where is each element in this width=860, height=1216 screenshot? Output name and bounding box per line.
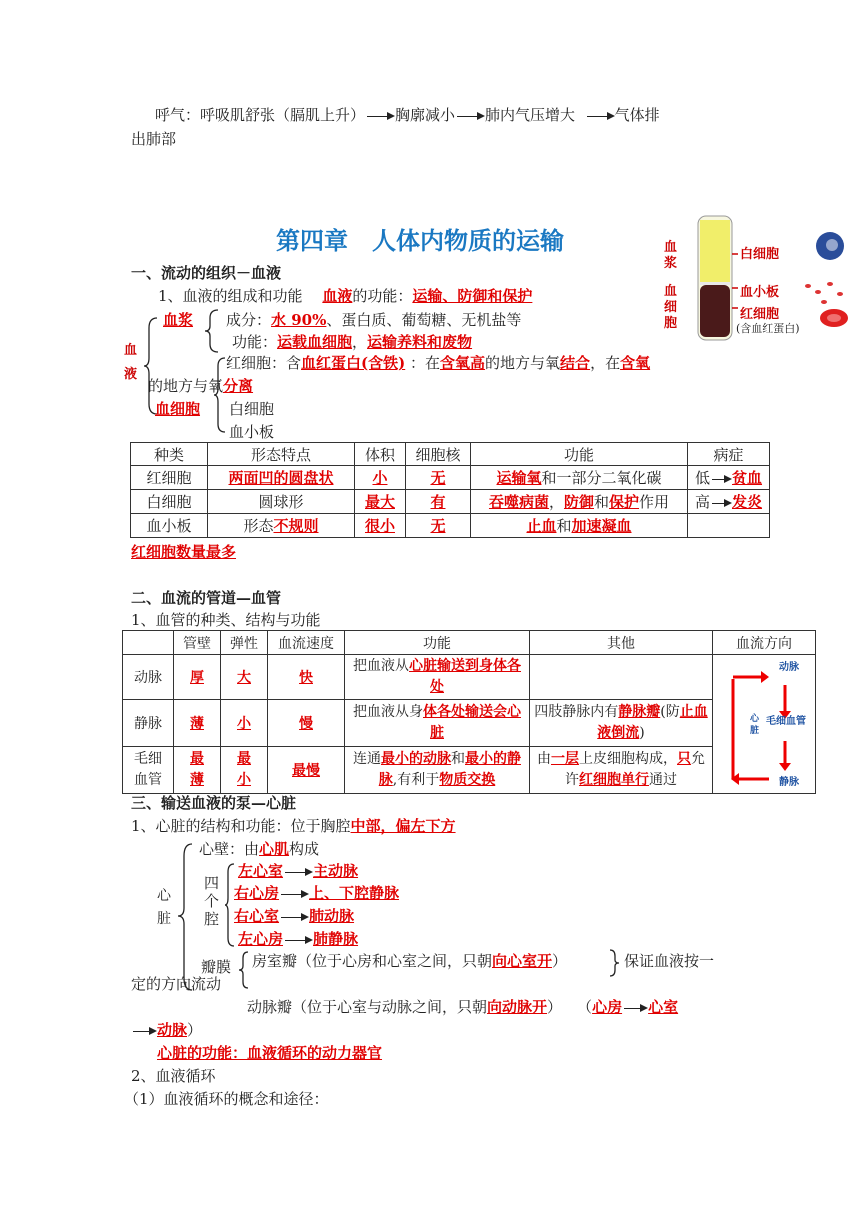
table-cell: 小 bbox=[372, 469, 388, 487]
breath-text-d: 气体排 bbox=[614, 106, 660, 124]
table-row-vein bbox=[123, 699, 816, 746]
s1-sub1-text: 1、血液的组成和功能 bbox=[158, 287, 303, 305]
s3-sub1-text: 1、心脏的结构和功能：位于胸腔 bbox=[131, 817, 351, 835]
chapter-title: 第四章 人体内物质的运输 bbox=[276, 227, 564, 255]
heart-wall-text: 心壁：由 bbox=[199, 840, 260, 858]
table-cell: 上皮细胞构成， bbox=[579, 750, 677, 767]
chamber-left-atrium: 左心房 bbox=[238, 930, 284, 948]
table-cell: 圆球形 bbox=[208, 490, 355, 514]
table-cell: 把血液从 bbox=[353, 657, 409, 674]
chamber-right-atrium: 右心房 bbox=[234, 884, 280, 902]
rbc-text-g: ，在 bbox=[590, 354, 621, 372]
brace-valves bbox=[238, 950, 250, 990]
arrow-icon bbox=[457, 116, 483, 117]
arrow-icon bbox=[281, 894, 307, 895]
flow-label-heart-2: 脏 bbox=[750, 726, 760, 736]
chamber-row-2 bbox=[234, 882, 399, 904]
flow-label-capillary: 毛细血管 bbox=[766, 716, 806, 727]
brace-heart bbox=[176, 842, 194, 992]
table-cell: 最 bbox=[190, 750, 204, 767]
four-chambers-2: 个 bbox=[204, 892, 220, 910]
brace-valves-right bbox=[608, 948, 620, 978]
table-cell: 两面凹的圆盘状 bbox=[228, 469, 334, 487]
table-header: 病症 bbox=[688, 443, 770, 466]
table-cell: 无 bbox=[430, 517, 446, 535]
vessels-table bbox=[122, 630, 816, 794]
chamber-row-4 bbox=[238, 928, 358, 950]
table-cell: (防 bbox=[660, 703, 680, 720]
table-cell: 贫血 bbox=[732, 469, 763, 487]
arrow-icon bbox=[281, 917, 307, 918]
table-header bbox=[123, 631, 174, 655]
heart-wall-suffix: 构成 bbox=[289, 840, 320, 858]
s1-sub1-func: 运输、防御和保护 bbox=[412, 287, 533, 305]
figure-label-wbc: 白细胞 bbox=[740, 247, 780, 262]
valve-av-close: ） bbox=[552, 952, 568, 970]
rbc-hemoglobin: 血红蛋白(含铁) bbox=[301, 354, 406, 372]
table-cell: 由 bbox=[537, 750, 551, 767]
table-header-row bbox=[123, 631, 816, 655]
table-cell: 静脉 bbox=[123, 699, 174, 746]
table-cell: 动脉 bbox=[123, 655, 174, 700]
valve-arterial-text: 动脉瓣（位于心室与动脉之间，只朝 bbox=[247, 998, 488, 1016]
s3-sub1-position: 中部，偏左下方 bbox=[350, 817, 456, 835]
blood-cells-label: 血细胞 bbox=[155, 400, 201, 418]
chamber-row-1 bbox=[238, 860, 358, 882]
table-row bbox=[131, 490, 770, 514]
chamber-left-ventricle: 左心室 bbox=[238, 862, 284, 880]
table-cell: 保护 bbox=[609, 493, 640, 511]
table-cell: 运输氧 bbox=[496, 469, 542, 487]
table-cell: 和 bbox=[594, 493, 610, 511]
blood-label-1: 血 bbox=[124, 343, 138, 358]
plasma-func-2: 运输养料和废物 bbox=[367, 333, 473, 351]
s2-sub1: 1、血管的种类、结构与功能 bbox=[131, 611, 321, 629]
table-cell: 毛细 bbox=[134, 750, 162, 767]
table-cell: 止血液倒流 bbox=[597, 703, 708, 741]
flow-label-artery-text: 动脉 bbox=[779, 662, 799, 673]
flow-label-heart-1: 心 bbox=[750, 714, 760, 724]
table-cell: 和 bbox=[556, 517, 572, 535]
table-cell: 一层 bbox=[551, 750, 579, 767]
flow-open-paren: （ bbox=[577, 998, 593, 1016]
table-cell: 很小 bbox=[364, 517, 395, 535]
composition-label: 成分： bbox=[226, 311, 272, 329]
breath-text-a: 呼气：呼吸肌舒张（膈肌上升） bbox=[155, 106, 366, 124]
heart-label-1: 心 bbox=[157, 888, 171, 904]
table-cell: 血管 bbox=[134, 771, 162, 788]
table-header: 种类 bbox=[131, 443, 208, 466]
breath-text-c: 肺内气压增大 bbox=[485, 106, 576, 124]
arrow-icon bbox=[285, 940, 311, 941]
table-cell: 只 bbox=[677, 750, 691, 767]
arrow-icon bbox=[624, 1008, 646, 1009]
arrow-icon bbox=[712, 479, 730, 480]
section-1-heading: 一、流动的组织－血液 bbox=[131, 264, 282, 282]
heart-label-2: 脏 bbox=[157, 911, 171, 927]
plasma-function bbox=[232, 331, 472, 353]
table-cell: 血小板 bbox=[131, 514, 208, 538]
breath-line-1 bbox=[155, 104, 660, 126]
valve-av bbox=[252, 950, 567, 972]
rbc-high-oxygen: 含氧高 bbox=[440, 354, 486, 372]
heart-function: 心脏的功能：血液循环的动力器官 bbox=[157, 1044, 383, 1062]
valve-arterial bbox=[247, 996, 678, 1018]
table-cell: 形态 bbox=[243, 517, 274, 535]
table-cell: 薄 bbox=[190, 771, 204, 788]
table-cell: 厚 bbox=[190, 669, 204, 686]
table-cell bbox=[530, 655, 713, 700]
table-cell: 发炎 bbox=[732, 493, 763, 511]
table-header: 体积 bbox=[355, 443, 406, 466]
table-header: 血流方向 bbox=[713, 631, 816, 655]
valve-purpose-2: 定的方向流动 bbox=[131, 975, 222, 993]
rbc-line-1 bbox=[226, 352, 650, 374]
wbc-label: 白细胞 bbox=[229, 400, 275, 418]
flow-close-paren: ） bbox=[187, 1021, 203, 1039]
table-cell: 物质交换 bbox=[439, 771, 496, 788]
table-cell: 有 bbox=[430, 493, 446, 511]
arrow-icon bbox=[587, 116, 613, 117]
valve-purpose-1: 保证血液按一 bbox=[624, 952, 715, 970]
arrow-icon bbox=[712, 503, 730, 504]
blood-cells-table bbox=[130, 442, 770, 538]
plasma-func-1: 运载血细胞 bbox=[277, 333, 353, 351]
table-cell: 红细胞 bbox=[131, 466, 208, 490]
rbc-text-c: ：在 bbox=[410, 354, 441, 372]
heart-wall bbox=[199, 838, 319, 860]
figure-label-rbc: 红细胞 bbox=[740, 307, 780, 322]
table-cell: 吞噬病菌 bbox=[488, 493, 549, 511]
table-cell: 红细胞单行 bbox=[579, 771, 649, 788]
table-header: 功能 bbox=[471, 443, 688, 466]
heart-muscle: 心肌 bbox=[259, 840, 290, 858]
figure-note: (含血红蛋白) bbox=[736, 322, 800, 335]
platelet-label: 血小板 bbox=[229, 423, 275, 441]
table-cell: 薄 bbox=[190, 715, 204, 732]
composition-rest: 、蛋白质、葡萄糖、无机盐等 bbox=[326, 311, 522, 329]
s1-sub1-blood: 血液 bbox=[322, 287, 353, 305]
table-cell: 连通 bbox=[353, 750, 381, 767]
table-header: 弹性 bbox=[221, 631, 268, 655]
s1-sub1 bbox=[158, 285, 532, 307]
table-cell: ) bbox=[639, 724, 645, 741]
rbc-combine: 结合 bbox=[560, 354, 591, 372]
table-cell: 白细胞 bbox=[131, 490, 208, 514]
rbc2-separate: 分离 bbox=[223, 377, 254, 395]
four-chambers-3: 腔 bbox=[204, 910, 220, 928]
table-cell: 防御 bbox=[563, 493, 594, 511]
table-cell: 允许 bbox=[565, 750, 705, 788]
table-cell: 体各处输送会心脏 bbox=[423, 703, 521, 741]
plasma-func-sep: ， bbox=[352, 333, 368, 351]
rbc-text-e: 的地方与氧 bbox=[485, 354, 561, 372]
s3-sub3: （1）血液循环的概念和途径： bbox=[124, 1090, 329, 1108]
table-cell: 慢 bbox=[299, 715, 313, 732]
valves-label: 瓣膜 bbox=[201, 958, 232, 976]
table-cell: 最小的动脉 bbox=[381, 750, 451, 767]
table-cell: 小 bbox=[237, 715, 251, 732]
rbc-text-a: 红细胞：含 bbox=[226, 354, 302, 372]
valve-av-dir: 向心室开 bbox=[492, 952, 553, 970]
s3-sub1 bbox=[131, 815, 456, 837]
vessel-pulmonary-vein: 肺静脉 bbox=[313, 930, 359, 948]
rbc-summary: 红细胞数量最多 bbox=[131, 543, 237, 561]
s3-sub2: 2、血液循环 bbox=[131, 1067, 216, 1085]
table-cell: 和一部分二氧化碳 bbox=[541, 469, 662, 487]
plasma-composition bbox=[226, 309, 521, 331]
table-cell: 和 bbox=[451, 750, 465, 767]
table-cell bbox=[688, 514, 770, 538]
table-cell: 高 bbox=[694, 493, 710, 511]
table-cell: 最小 bbox=[465, 750, 493, 767]
arrow-icon bbox=[367, 116, 393, 117]
section-3-heading: 三、输送血液的泵—心脏 bbox=[131, 794, 297, 812]
chamber-row-3 bbox=[234, 905, 354, 927]
table-header: 功能 bbox=[345, 631, 530, 655]
valve-av-text: 房室瓣（位于心房和心室之间，只朝 bbox=[252, 952, 493, 970]
chamber-right-ventricle: 右心室 bbox=[234, 907, 280, 925]
table-cell: 快 bbox=[299, 669, 313, 686]
table-cell: 静脉瓣 bbox=[618, 703, 661, 720]
table-cell: 四肢静脉内有 bbox=[534, 703, 619, 720]
table-cell: 不规则 bbox=[273, 517, 319, 535]
four-chambers-1: 四 bbox=[204, 874, 220, 892]
table-row-artery bbox=[123, 655, 816, 700]
table-cell: 通过 bbox=[649, 771, 677, 788]
figure-label-platelet: 血小板 bbox=[740, 285, 780, 300]
rbc-oxygen: 含氧 bbox=[620, 354, 651, 372]
vessel-vena-cava: 上、下腔静脉 bbox=[309, 884, 400, 902]
table-row bbox=[131, 466, 770, 490]
table-header: 其他 bbox=[530, 631, 713, 655]
arrow-icon bbox=[285, 872, 311, 873]
table-cell: 无 bbox=[430, 469, 446, 487]
valve-arterial-dir: 向动脉开 bbox=[487, 998, 548, 1016]
rbc2-text: 的地方与氧 bbox=[148, 377, 224, 395]
flow-ventricle: 心室 bbox=[648, 998, 679, 1016]
valve-arterial-close: ） bbox=[547, 998, 563, 1016]
table-cell: 加速凝血 bbox=[571, 517, 632, 535]
arrow-icon bbox=[133, 1031, 155, 1032]
table-header: 管壁 bbox=[174, 631, 221, 655]
table-row bbox=[131, 514, 770, 538]
table-cell: 最 bbox=[237, 750, 251, 767]
table-cell: 小 bbox=[237, 771, 251, 788]
rbc-line-2 bbox=[148, 375, 253, 397]
table-cell: 把血液从身 bbox=[353, 703, 423, 720]
table-row-capillary bbox=[123, 746, 816, 793]
vessel-aorta: 主动脉 bbox=[313, 862, 359, 880]
table-cell: 作用 bbox=[639, 493, 670, 511]
table-cell: 最慢 bbox=[292, 762, 320, 779]
section-2-heading: 二、血流的管道—血管 bbox=[131, 589, 282, 607]
table-header-row bbox=[131, 443, 770, 466]
breath-line-2: 出肺部 bbox=[131, 130, 177, 148]
table-cell: 大 bbox=[237, 669, 251, 686]
table-cell: ， bbox=[548, 493, 564, 511]
flow-artery: 动脉 bbox=[157, 1021, 188, 1039]
blood-label-2: 液 bbox=[124, 367, 138, 382]
table-cell: ,有利于 bbox=[392, 771, 440, 788]
flow-label-vein: 静脉 bbox=[779, 777, 799, 788]
plasma-func-label: 功能： bbox=[232, 333, 278, 351]
plasma-label: 血浆 bbox=[163, 311, 194, 329]
table-cell: 的静脉 bbox=[378, 750, 521, 788]
table-header: 细胞核 bbox=[406, 443, 471, 466]
table-cell: 心脏输送到身体各处 bbox=[409, 657, 521, 695]
table-cell: 低 bbox=[694, 469, 710, 487]
table-header: 血流速度 bbox=[268, 631, 345, 655]
composition-water: 水 90% bbox=[271, 311, 327, 329]
valve-flow-line-2 bbox=[131, 1019, 202, 1041]
table-cell: 最大 bbox=[364, 493, 395, 511]
vessel-pulmonary-artery: 肺动脉 bbox=[309, 907, 355, 925]
figure-label-plasma: 血浆 bbox=[664, 240, 678, 271]
table-header: 形态特点 bbox=[208, 443, 355, 466]
brace-plasma bbox=[204, 308, 220, 354]
s1-sub1-func-label: 的功能： bbox=[352, 287, 413, 305]
figure-label-cells: 血细胞 bbox=[664, 284, 678, 331]
flow-atrium: 心房 bbox=[592, 998, 623, 1016]
breath-text-b: 胸廓减小 bbox=[395, 106, 456, 124]
table-cell: 止血 bbox=[526, 517, 557, 535]
